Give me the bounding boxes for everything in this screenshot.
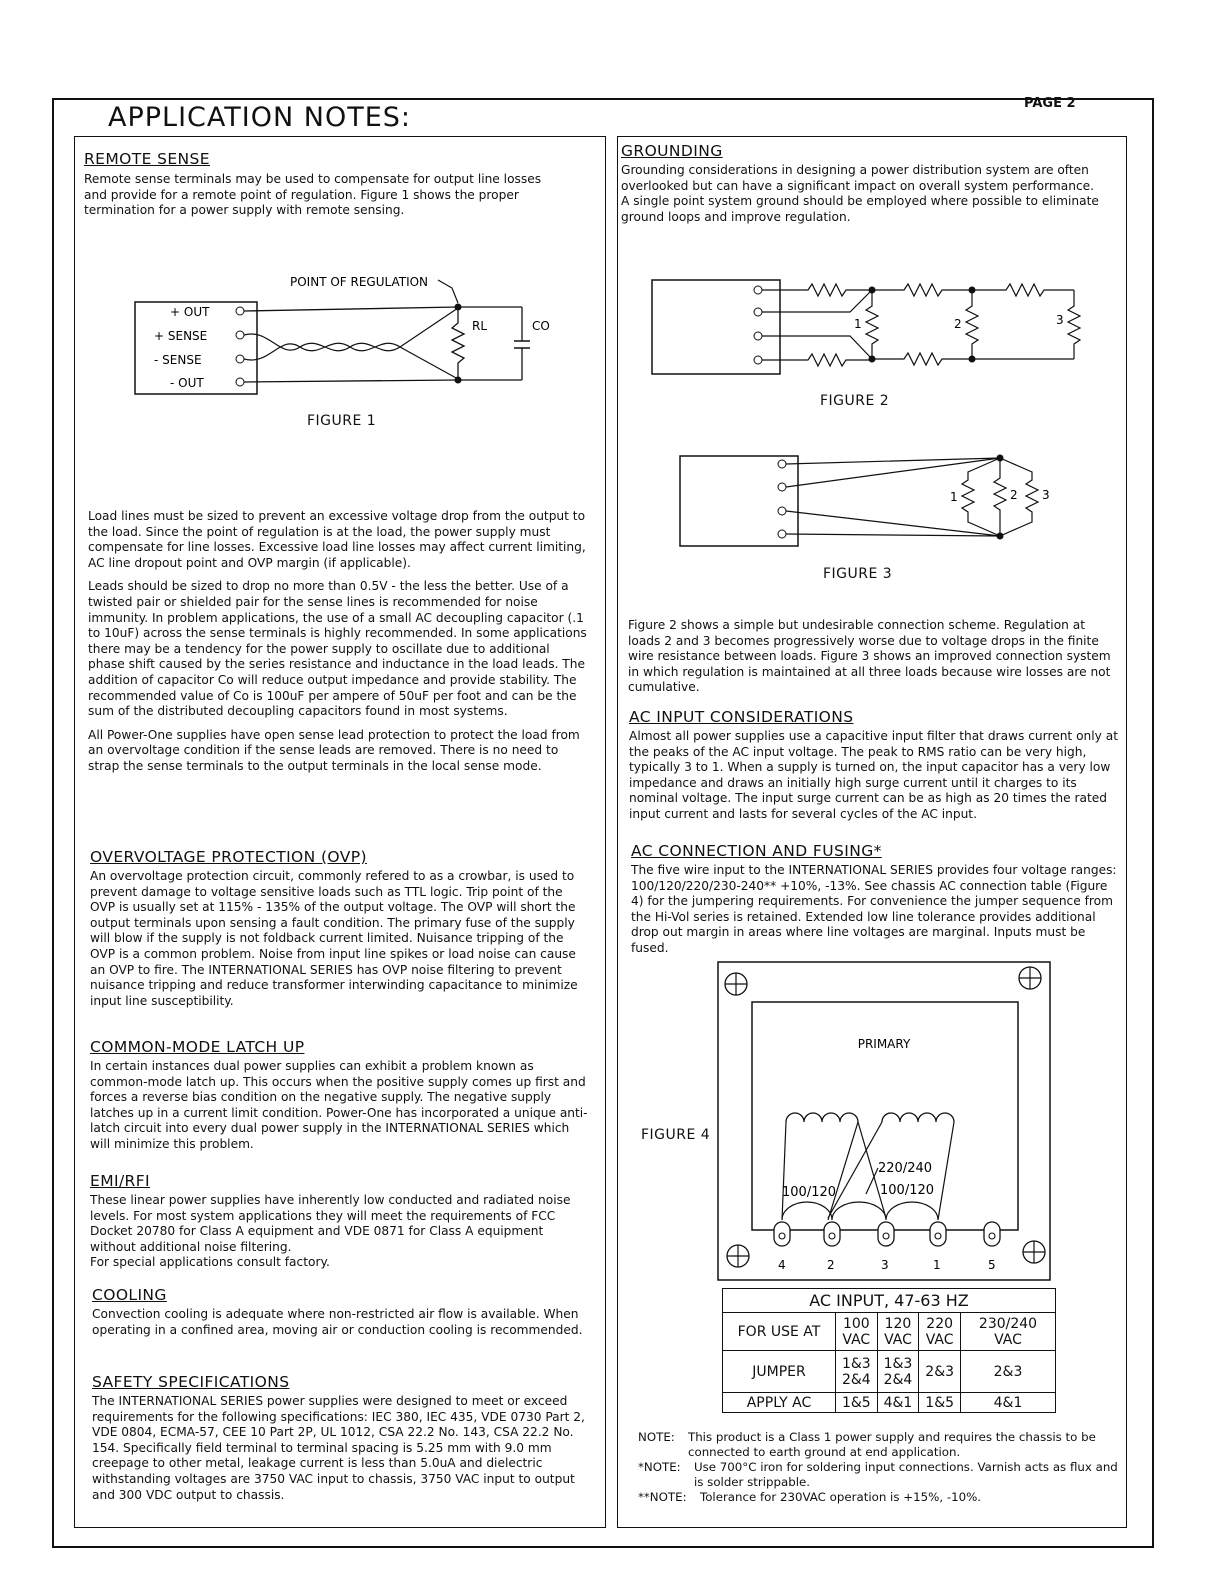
pin-label-1: 1 [933,1258,941,1272]
row-label-for-use: FOR USE AT [723,1313,836,1351]
grounding-body: Grounding considerations in designing a power distribution system are often overlooked but can have a significant impact on overall system performance. A single point system ground should be employed where possible to eliminate ground loops and improve regulation. [621,163,1099,224]
screw-icon [1019,967,1041,989]
terminal-plus-out: + OUT [170,305,210,319]
screw-icon [1023,1241,1045,1263]
ac-connection-section [631,842,1123,957]
ac-connection-heading: AC CONNECTION AND FUSING* [631,842,882,860]
ac-input-body: Almost all power supplies use a capacitive input filter that draws current only at the peaks of the AC input voltage. The peak to RMS ratio can be very high, typically 3 to 1. When a supply is turned on, the input capacitor has a very low impedance and draws an initially high surge current until it charges to its nominal voltage. The input surge current can be as high as 20 times the rated input current and lasts for several cycles of the AC input. [629,729,1118,821]
remote-sense-section [84,150,564,219]
pin-label-5: 5 [988,1258,996,1272]
figure-3-load-2: 2 [1010,488,1018,502]
primary-label: PRIMARY [857,1037,911,1051]
screw-icon [725,973,747,995]
grounding-heading: GROUNDING [621,142,723,160]
remote-sense-heading: REMOTE SENSE [84,150,210,168]
note-2: *NOTE: Use 700°C iron for soldering input connections. Varnish acts as flux and is solder strippable. [638,1460,1118,1489]
voltage-cell: 230/240 VAC [961,1313,1056,1351]
figure-3-diagram [678,450,1068,550]
ovp-body: An overvoltage protection circuit, commonly refered to as a crowbar, is used to prevent damage to voltage sensitive loads such as TTL logic. Trip point of the OVP is usually set at 115% - 135% of the output voltage. The OVP will short the output terminals upon sensing a fault condition. The primary fuse of the supply will blow if the supply is not foldback current limited. Nuisance tripping of the OVP is a common problem. Noise from input line spikes or load noise can cause an OVP to fire. The INTERNATIONAL SERIES has OVP noise filtering to prevent nuisance tripping and reduce transformer interwinding capacitance to minimize input line susceptibility. [90,869,578,1008]
jumper-cell: 2&3 [961,1351,1056,1393]
co-label: CO [532,319,550,333]
jumper-cell: 1&3 2&4 [877,1351,919,1393]
load-lines-text [88,509,588,775]
ac-table-title: AC INPUT, 47-63 HZ [723,1289,1056,1313]
figure-2-load-3: 3 [1056,313,1064,327]
cml-body: In certain instances dual power supplies can exhibit a problem known as common-mode latch up. This occurs when the positive supply comes up first and forces a reverse bias condition on the negative supply. The negative supply latches up in a current limit condition. Power-One has incorporated a unique anti-latch circuit into every dual power supply in the INTERNATIONAL SERIES which will minimize this problem. [90,1059,588,1151]
jumper-cell: 2&3 [919,1351,961,1393]
remote-sense-body-3: All Power-One supplies have open sense lead protection to protect the load from an overvoltage condition if the sense leads are removed. There is no need to strap the sense terminals to the output terminals in the local sense mode. [88,727,580,773]
screw-icon [727,1245,749,1267]
note-1: NOTE: This product is a Class 1 power supply and requires the chassis to be connected to earth ground at end application. [638,1430,1096,1459]
note-3: **NOTE: Tolerance for 230VAC operation is +15%, -10%. [638,1490,982,1504]
label-100-120-mid: 100/120 [880,1183,935,1198]
figure-2-load-1: 1 [854,317,862,331]
safety-section [92,1373,597,1503]
figure-3-load-3: 3 [1042,488,1050,502]
safety-body: The INTERNATIONAL SERIES power supplies were designed to meet or exceed requirements for the following specifications: IEC 380, IEC 435, VDE 0730 Part 2, VDE 0804, ECMA-57, CEE 10 Part 2P, UL 1012, CSA 22.2 No. 143, CSA 22.2 No. 154. Specifically field terminal to terminal spacing is 5.25 mm with 9.0 mm creepage to other metal, leakage current is less than 5.0uA and dielectric withstanding voltages are 3750 VAC input to chassis, 3750 VAC input to output and 300 VDC output to chassis. [92,1394,585,1502]
terminal-minus-sense: - SENSE [154,353,202,367]
voltage-cell: 100 VAC [836,1313,878,1351]
figure-2-caption: FIGURE 2 [820,393,890,409]
emi-section [90,1172,590,1271]
figure-1-caption: FIGURE 1 [307,413,377,429]
apply-cell: 4&1 [877,1393,919,1413]
ac-input-heading: AC INPUT CONSIDERATIONS [629,708,854,726]
page-title: APPLICATION NOTES: [108,102,411,133]
figure-4-caption: FIGURE 4 [641,1127,711,1143]
cml-heading: COMMON-MODE LATCH UP [90,1038,305,1056]
jumper-cell: 1&3 2&4 [836,1351,878,1393]
remote-sense-body-2: Leads should be sized to drop no more than 0.5V - the less the better. Use of a twisted pair or shielded pair for the sense lines is recommended for noise immunity. In problem applications, the use of a small AC decoupling capacitor (.1 to 10uF) across the sense terminals is highly recommended. In some applications there may be a tendency for the power supply to oscillate due to additional phase shift caused by the series resistance and inductance in the load leads. The addition of capacitor Co will reduce output impedance and provide stability. The recommended value of Co is 100uF per ampere of 50uF per foot and can be the sum of the distributed decoupling capacitors found in most systems. [88,579,587,719]
grounding-section [621,142,1101,225]
cooling-heading: COOLING [92,1286,167,1304]
emi-heading: EMI/RFI [90,1172,151,1190]
grounding-body-2: Figure 2 shows a simple but undesirable connection scheme. Regulation at loads 2 and 3 becomes progressively worse due to voltage drops in the finite wire resistance between loads. Figure 3 shows an improved connection system in which regulation is maintained at all three loads because wire losses are not cumulative. [628,618,1111,695]
row-label-jumper: JUMPER [723,1351,836,1393]
label-100-120-left: 100/120 [782,1185,837,1200]
remote-sense-body-1: Load lines must be sized to prevent an excessive voltage drop from the output to the load. Since the point of regulation is at the load, the power supply must compensate for line losses. Excessive load line losses may affect current limiting, AC line dropout point and OVP margin (if applicable). [88,509,586,570]
notes-block [638,1430,1128,1505]
pin-label-3: 3 [881,1258,889,1272]
row-label-apply-ac: APPLY AC [723,1393,836,1413]
cooling-section [92,1286,592,1338]
pin-label-2: 2 [827,1258,835,1272]
ac-connection-body: The five wire input to the INTERNATIONAL SERIES provides four voltage ranges: 100/120/220/230-240** +10%, -13%. See chassis AC connection table (Figure 4) for the jumpering requirements. For convenience the jumper sequence from the Hi-Vol series is retained. Extended low line tolerance provides additional drop out margin in areas where line voltages are marginal. Inputs must be fused. [631,863,1117,955]
ovp-section [90,848,590,1009]
figure-2-diagram [650,272,1090,382]
terminal-minus-out: - OUT [170,376,204,390]
remote-sense-intro: Remote sense terminals may be used to compensate for output line losses and provide for a remote point of regulation. Figure 1 shows the proper termination for a power supply with remote sensing. [84,172,542,218]
ac-input-table [722,1288,1056,1413]
safety-heading: SAFETY SPECIFICATIONS [92,1373,290,1391]
figure-3-load-1: 1 [950,490,958,504]
apply-cell: 1&5 [919,1393,961,1413]
rl-label: RL [472,319,488,333]
emi-body-2: For special applications consult factory. [90,1255,330,1270]
emi-body: These linear power supplies have inherently low conducted and radiated noise levels. For most system applications they will meet the requirements of FCC Docket 20780 for Class A equipment and VDE 0871 for Class A equipment without additional noise filtering. [90,1193,571,1254]
page-number: PAGE 2 [1024,96,1076,111]
grounding-body-2-wrap [628,618,1120,696]
pin-label-4: 4 [778,1258,786,1272]
voltage-cell: 220 VAC [919,1313,961,1351]
ovp-heading: OVERVOLTAGE PROTECTION (OVP) [90,848,367,866]
cooling-body: Convection cooling is adequate where non-restricted air flow is available. When operating in a confined area, moving air or conduction cooling is recommended. [92,1307,583,1337]
cml-section [90,1038,590,1153]
figure-2-load-2: 2 [954,317,962,331]
point-of-regulation-label: POINT OF REGULATION [290,275,429,289]
terminal-plus-sense: + SENSE [154,329,208,343]
apply-cell: 4&1 [961,1393,1056,1413]
figure-1-diagram [130,268,560,398]
voltage-cell: 120 VAC [877,1313,919,1351]
figure-3-caption: FIGURE 3 [823,566,893,582]
label-220-240: 220/240 [878,1161,933,1176]
ac-input-section [629,708,1121,823]
figure-4-diagram [716,960,1052,1282]
apply-cell: 1&5 [836,1393,878,1413]
